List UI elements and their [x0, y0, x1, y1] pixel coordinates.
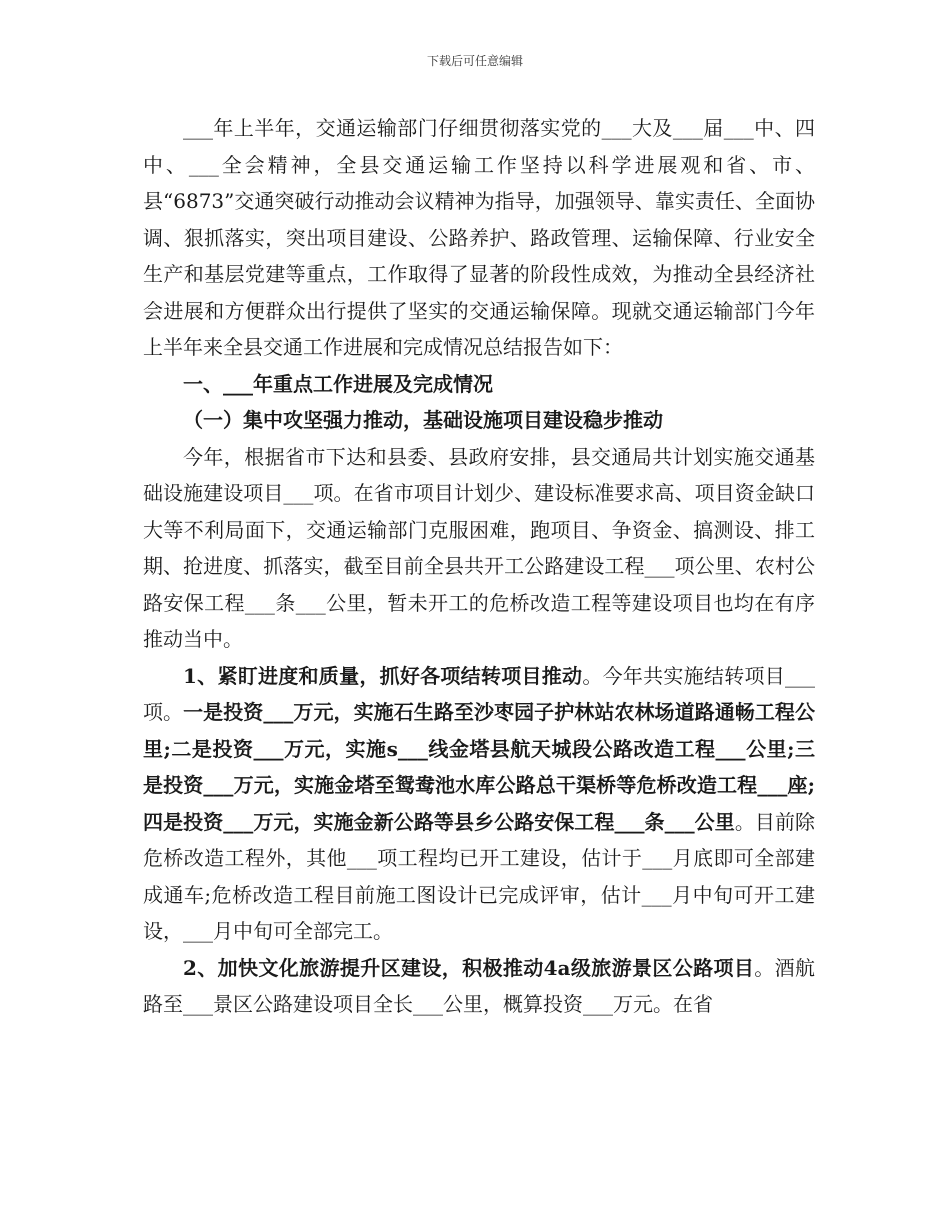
subsection-heading-1: （一）集中攻坚强力推动，基础设施项目建设稳步推动: [183, 408, 663, 432]
paragraph-intro: ___年上半年，交通运输部门仔细贯彻落实党的___大及___届___中、四中、___全会精神，全县交通运输工作坚持以科学进展观和省、市、县“6873”交通突破行动推动会议精神为指导，加强领导、靠实责任、全面协调、狠抓落实，突出项目建设、公路养护、路政管理、运输保障、行业安全生产和基层党建等重点，工作取得了显著的阶段性成效，为推动全县经济社会进展和方便群众出行提供了坚实的交通运输保障。现就交通运输部门今年上半年来全县交通工作进展和完成情况总结报告如下：: [143, 116, 815, 359]
item-2-title: 2、加快文化旅游提升区建设，积极推动4a级旅游景区公路项目: [183, 955, 755, 980]
page-header: 下载后可任意编辑: [426, 54, 523, 68]
paragraph-carryover-projects: [143, 658, 815, 950]
item-1-details: 一是投资___万元，实施石生路至沙枣园子护林站农林场道路通畅工程公里;二是投资___万元，实施s___线金塔县航天城段公路改造工程___公里;三是投资___万元，实施金塔至鸳鸯池水库公路总干渠桥等危桥改造工程___座;四是投资___万元，实施金新公路等县乡公路安保工程___条___公里: [143, 700, 815, 834]
document-body: [143, 110, 815, 1023]
paragraph-infrastructure: 今年，根据省市下达和县委、县政府安排，县交通局共计划实施交通基础设施建设项目___项。在省市项目计划少、建设标准要求高、项目资金缺口大等不利局面下，交通运输部门克服困难，跑项目、争资金、搞测设、排工期、抢进度、抓落实，截至目前全县共开工公路建设工程___项公里、农村公路安保工程___条___公里，暂未开工的危桥改造工程等建设项目也均在有序推动当中。: [143, 444, 815, 651]
item-1-title: 1、紧盯进度和质量，抓好各项结转项目推动: [183, 663, 583, 688]
paragraph-tourism-road: [143, 950, 815, 1023]
item-1-status: 。目前除危桥改造工程外，其他___项工程均已开工建设，估计于___月底即可全部建成通车;危桥改造工程目前施工图设计已完成评审，估计___月中旬可开工建设，___月中旬可全部完工。: [143, 809, 816, 943]
section-heading-1: 一、___年重点工作进展及完成情况: [183, 371, 493, 396]
item-2-text: 。酒航路至___景区公路建设项目全长___公里，概算投资___万元。在省: [143, 955, 815, 1016]
item-1-text: 。今年共实施结转项目___项。: [143, 663, 816, 724]
